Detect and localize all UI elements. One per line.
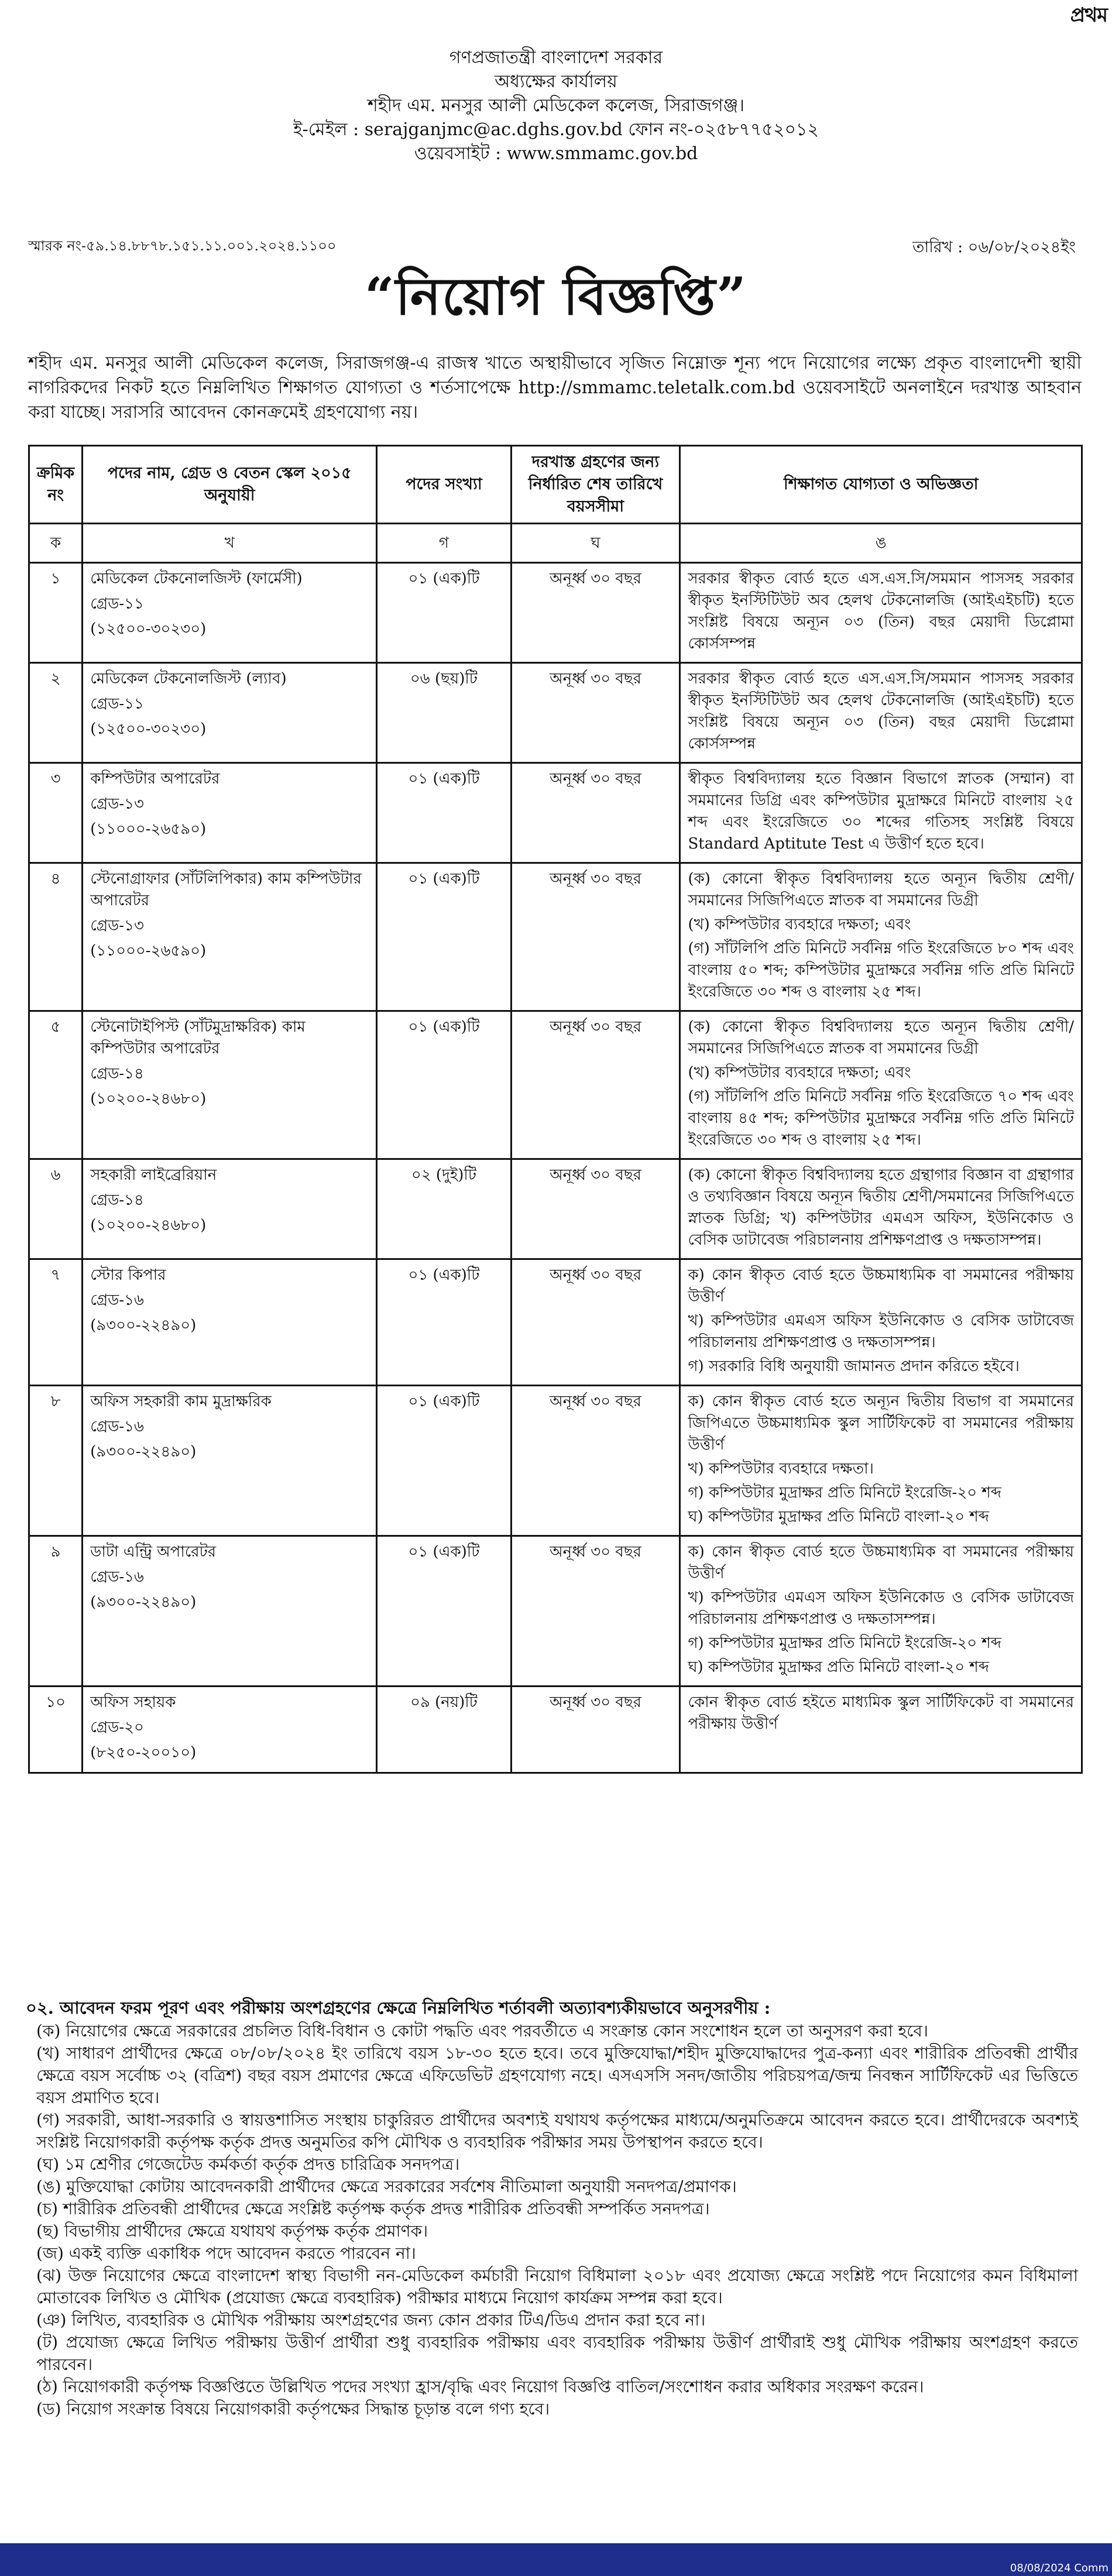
cell-qualification [680, 563, 1082, 663]
qualification-item: সরকার স্বীকৃত বোর্ড হতে এস.এস.সি/সমমান পাসসহ সরকার স্বীকৃত ইনস্টিটিউট অব হেলথ টেকনোলজি (আইএইচটি) হতে সংশ্লিষ্ট বিষয়ে অন্যূন ০৩ (তিন) বছর মেয়াদী ডিপ্লোমা কোর্সসম্পন্ন [688, 670, 1074, 753]
condition-item: (জ) একই ব্যক্তি একাধিক পদে আবেদন করতে পারবেন না। [36, 2244, 416, 2263]
cell-age-limit: অনূর্ধ্ব ৩০ বছর [511, 1159, 680, 1259]
post-pay-scale: (৮২৫০-২০০১০) [90, 1744, 197, 1761]
qualification-item: গ) সরকারি বিধি অনুযায়ী জামানত প্রদান করিতে হইবে। [688, 1358, 1020, 1375]
cell-age-limit: অনূর্ধ্ব ৩০ বছর [511, 1536, 680, 1687]
qualification-item: স্বীকৃত বিশ্ববিদ্যালয় হতে বিজ্ঞান বিভাগে স্নাতক (সম্মান) বা সমমানের ডিগ্রি এবং কম্পিউটার মুদ্রাক্ষরে মিনিটে বাংলায় ২৫ শব্দ এবং ইংরেজিতে ৩০ শব্দের গতিসহ সংশ্লিষ্ট বিষয়ে Standard Aptitute Test এ উত্তীর্ণ হতে হবে। [688, 770, 1074, 853]
cell-serial: ৩ [29, 763, 83, 863]
cell-post-count: ০১ (এক)টি [377, 1386, 511, 1536]
condition-item: (ছ) বিভাগীয় প্রার্থীদের ক্ষেত্রে যথাযথ কর্তৃপক্ষ কর্তৃক প্রমাণক। [36, 2221, 428, 2241]
header-website: ওয়েবসাইট : www.smmamc.gov.bd [414, 143, 698, 164]
table-row [29, 1011, 1082, 1159]
table-row [29, 763, 1082, 863]
header-age: দরখাস্ত গ্রহণের জন্য নির্ধারিত শেষ তারিখে বয়সসীমা [511, 446, 680, 524]
conditions-list [36, 2020, 1078, 2420]
table-row [29, 863, 1082, 1011]
condition-item: (ঘ) ১ম শ্রেণীর গেজেটেড কর্মকর্তা কর্তৃক প্রদত্ত চারিত্রিক সনদপত্র। [36, 2155, 460, 2174]
cell-age-limit: অনূর্ধ্ব ৩০ বছর [511, 563, 680, 663]
post-pay-scale: (১০২০০-২৪৬৮০) [90, 1090, 207, 1108]
column-letter: গ [377, 524, 511, 563]
cell-age-limit: অনূর্ধ্ব ৩০ বছর [511, 1011, 680, 1159]
header-serial: ক্রমিক নং [29, 446, 83, 524]
cell-post [83, 1159, 377, 1259]
cell-age-limit: অনূর্ধ্ব ৩০ বছর [511, 1386, 680, 1536]
post-grade: গ্রেড-১১ [90, 595, 144, 613]
intro-paragraph: শহীদ এম. মনসুর আলী মেডিকেল কলেজ, সিরাজগঞ্জ-এ রাজস্ব খাতে অস্থায়ীভাবে সৃজিত নিম্নোক্ত শূন্য পদে নিয়োগের লক্ষ্যে প্রকৃত বাংলাদেশী স্থায়ী নাগরিকদের নিকট হতে নিম্নলিখিত শিক্ষাগত যোগ্যতা ও শর্তসাপেক্ষে http://smmamc.teletalk.com.bd ওয়েবসাইটে অনলাইনে দরখাস্ত আহবান করা যাচ্ছে। সরাসরি আবেদন কোনক্রমেই গ্রহণযোগ্য নয়। [28, 353, 1082, 423]
page-title: “নিয়োগ বিজ্ঞপ্তি” [365, 266, 747, 327]
cell-qualification [680, 1386, 1082, 1536]
condition-item: (ঙ) মুক্তিযোদ্ধা কোটায় আবেদনকারী প্রার্থীদের ক্ষেত্রে সরকারের সর্বশেষ নীতিমালা অনুযায়ী সনদপত্র/প্রমাণক। [36, 2177, 737, 2196]
qualification-item: খ) কম্পিউটার এমএস অফিস ইউনিকোড ও বেসিক ডাটাবেজ পরিচালনায় প্রশিক্ষণপ্রাপ্ত ও দক্ষতাসম্পন্ন। [688, 1589, 1074, 1628]
cell-qualification [680, 1259, 1082, 1386]
post-pay-scale: (১২৫০০-৩০২৩০) [90, 720, 207, 738]
cell-post-count: ০১ (এক)টি [377, 1259, 511, 1386]
condition-item: (ঝ) উক্ত নিয়োগের ক্ষেত্রে বাংলাদেশ স্বাস্থ্য বিভাগী নন-মেডিকেল কর্মচারী নিয়োগ বিধিমালা ২০১৮ এবং প্রযোজ্য ক্ষেত্রে সংশ্লিষ্ট পদে নিয়োগের কমন বিধিমালা মোতাবেক লিখিত ও মৌখিক (প্রযোজ্য ক্ষেত্রে ব্যবহারিক) পরীক্ষার মাধ্যমে নিয়োগ কার্যক্রম সম্পন্ন করা হবে। [36, 2266, 1078, 2307]
vacancy-table [28, 445, 1083, 1774]
newspaper-logo: প্রথম [1070, 4, 1107, 27]
qualification-item: গ) কম্পিউটার মুদ্রাক্ষর প্রতি মিনিটে ইংরেজি-২০ শব্দ [688, 1484, 1002, 1502]
cell-post [83, 1011, 377, 1159]
table-row [29, 1159, 1082, 1259]
cell-serial: ১০ [29, 1687, 83, 1773]
conditions-heading: ০২. আবেদন ফরম পূরণ এবং পরীক্ষায় অংশগ্রহণের ক্ষেত্রে নিম্নলিখিত শর্তাবলী অত্যাবশ্যকীয়ভাবে অনুসরণীয় : [26, 1998, 771, 2018]
cell-age-limit: অনূর্ধ্ব ৩০ বছর [511, 1259, 680, 1386]
post-pay-scale: (১১০০০-২৬৫৯০) [90, 820, 207, 838]
cell-age-limit: অনূর্ধ্ব ৩০ বছর [511, 863, 680, 1011]
post-grade: গ্রেড-১৩ [90, 917, 144, 935]
post-name: অফিস সহকারী কাম মুদ্রাক্ষরিক [90, 1393, 272, 1410]
qualification-item: খ) কম্পিউটার এমএস অফিস ইউনিকোড ও বেসিক ডাটাবেজ পরিচালনায় প্রশিক্ষণপ্রাপ্ত ও দক্ষতাসম্পন্ন। [688, 1312, 1074, 1351]
column-letter: ক [29, 524, 83, 563]
qualification-item: (খ) কম্পিউটার ব্যবহারে দক্ষতা; এবং [688, 916, 911, 933]
cell-post-count: ০১ (এক)টি [377, 1011, 511, 1159]
qualification-item: ক) কোন স্বীকৃত বোর্ড হতে অন্যূন দ্বিতীয় বিভাগ বা সমমানের জিপিএতে উচ্চমাধ্যমিক স্কুল সার্টিফিকেট বা সমমানের পরীক্ষায় উত্তীর্ণ [688, 1393, 1074, 1454]
post-pay-scale: (৯৩০০-২২৪৯০) [90, 1443, 197, 1461]
qualification-item: (ক) কোনো স্বীকৃত বিশ্ববিদ্যালয় হতে অন্যূন দ্বিতীয় শ্রেণী/সমমানের সিজিপিএতে স্নাতক বা সমমানের ডিগ্রী [688, 870, 1074, 909]
cell-post-count: ০১ (এক)টি [377, 1536, 511, 1687]
cell-qualification [680, 663, 1082, 763]
cell-post [83, 1259, 377, 1386]
memo-number: স্মারক নং-৫৯.১৪.৮৮৭৮.১৫১.১১.০০১.২০২৪.১১০০ [28, 238, 337, 254]
header-qualification: শিক্ষাগত যোগ্যতা ও অভিজ্ঞতা [680, 446, 1082, 524]
condition-item: (ড) নিয়োগ সংক্রান্ত বিষয়ে নিয়োগকারী কর্তৃপক্ষের সিদ্ধান্ত চূড়ান্ত বলে গণ্য হবে। [36, 2399, 550, 2419]
cell-post [83, 1687, 377, 1773]
header-contact: ই-মেইল : serajganjmc@ac.dghs.gov.bd ফোন নং-০২৫৮৭৭৫২০১২ [293, 119, 819, 140]
qualification-item: ক) কোন স্বীকৃত বোর্ড হতে উচ্চমাধ্যমিক বা সমমানের পরীক্ষায় উত্তীর্ণ [688, 1543, 1074, 1582]
cell-serial: ৭ [29, 1259, 83, 1386]
qualification-item: (ক) কোনো স্বীকৃত বিশ্ববিদ্যালয় হতে অন্যূন দ্বিতীয় শ্রেণী/সমমানের সিজিপিএতে স্নাতক বা সমমানের ডিগ্রী [688, 1018, 1074, 1057]
notice-date: তারিখ : ০৬/০৮/২০২৪ইং [912, 238, 1076, 256]
column-letter: খ [83, 524, 377, 563]
post-pay-scale: (১২৫০০-৩০২৩০) [90, 620, 207, 638]
footer-bar [0, 2543, 1112, 2576]
cell-age-limit: অনূর্ধ্ব ৩০ বছর [511, 763, 680, 863]
condition-item: (গ) সরকারী, আধা-সরকারি ও স্বায়ত্তশাসিত সংস্থায় চাকুরিরত প্রার্থীদের অবশ্যই যথাযথ কর্তৃপক্ষের মাধ্যমে/অনুমতিক্রমে আবেদন করতে হবে। প্রার্থীদেরকে অবশ্যই সংশ্লিষ্ট নিয়োগকারী কর্তৃপক্ষ কর্তৃক প্রদত্ত অনুমতির কপি মৌখিক ও ব্যবহারিক পরীক্ষার সময় উপস্থাপন করতে হবে। [36, 2110, 1078, 2152]
post-grade: গ্রেড-১৬ [90, 1292, 144, 1309]
header-government: গণপ্রজাতন্ত্রী বাংলাদেশ সরকার [449, 47, 663, 68]
cell-post [83, 563, 377, 663]
table-row [29, 1687, 1082, 1773]
table-row [29, 1259, 1082, 1386]
post-pay-scale: (১০২০০-২৪৬৮০) [90, 1217, 207, 1234]
condition-item: (ঞ) লিখিত, ব্যবহারিক ও মৌখিক পরীক্ষায় অংশগ্রহণের জন্য কোন প্রকার টিএ/ডিএ প্রদান করা হবে না। [36, 2310, 706, 2330]
cell-serial: ৯ [29, 1536, 83, 1687]
table-row [29, 563, 1082, 663]
cell-qualification [680, 1536, 1082, 1687]
condition-item: (ক) নিয়োগের ক্ষেত্রে সরকারের প্রচলিত বিধি-বিধান ও কোটা পদ্ধতি এবং পরবর্তীতে এ সংক্রান্ত কোন সংশোধন হলে তা অনুসরণ করা হবে। [36, 2021, 929, 2041]
post-name: কম্পিউটার অপারেটর [90, 770, 220, 788]
header-college: শহীদ এম. মনসুর আলী মেডিকেল কলেজ, সিরাজগঞ্জ। [367, 95, 745, 116]
qualification-item: ঘ) কম্পিউটার মুদ্রাক্ষর প্রতি মিনিটে বাংলা-২০ শব্দ [688, 1658, 990, 1676]
table-header-row [29, 446, 1082, 524]
cell-post [83, 663, 377, 763]
condition-item: (ট) প্রযোজ্য ক্ষেত্রে লিখিত পরীক্ষায় উত্তীর্ণ প্রার্থীরা শুধু ব্যবহারিক পরীক্ষায় এবং ব্যবহারিক পরীক্ষায় উত্তীর্ণ প্রার্থীরাই শুধু মৌখিক পরীক্ষায় অংশগ্রহণ করতে পারবেন। [36, 2333, 1078, 2374]
cell-qualification [680, 1159, 1082, 1259]
cell-post [83, 1386, 377, 1536]
condition-item: (খ) সাধারণ প্রার্থীদের ক্ষেত্রে ০৮/০৮/২০২৪ ইং তারিখে বয়স ১৮-৩০ হতে হবে। তবে মুক্তিযোদ্ধা/শহীদ মুক্তিযোদ্ধাদের পুত্র-কন্যা এবং শারীরিক প্রতিবন্ধী প্রার্থীর ক্ষেত্রে বয়স সর্বোচ্চ ৩২ (বত্রিশ) বছর বয়স প্রমাণের ক্ষেত্রে এফিডেভিট গ্রহণযোগ্য নহে। এসএসসি সনদ/জাতীয় পরিচয়পত্র/জন্ম নিবন্ধন সার্টিফিকেট এর ভিত্তিতে বয়স প্রমাণিত হবে। [36, 2043, 1078, 2107]
footer-stamp: 08/08/2024 Comm [1010, 2562, 1108, 2574]
qualification-item: খ) কম্পিউটার ব্যবহারে দক্ষতা। [688, 1460, 874, 1478]
post-pay-scale: (৯৩০০-২২৪৯০) [90, 1593, 197, 1611]
header-count: পদের সংখ্যা [377, 446, 511, 524]
post-name: মেডিকেল টেকনোলজিস্ট (ল্যাব) [90, 670, 287, 688]
condition-item: (ঠ) নিয়োগকারী কর্তৃপক্ষ বিজ্ঞপ্তিতে উল্লিখিত পদের সংখ্যা হ্রাস/বৃদ্ধি এবং নিয়োগ বিজ্ঞপ্তি বাতিল/সংশোধন করার অধিকার সংরক্ষণ করেন। [36, 2377, 924, 2396]
cell-serial: ৪ [29, 863, 83, 1011]
column-letter-row [29, 524, 1082, 563]
qualification-item: (ক) কোনো স্বীকৃত বিশ্ববিদ্যালয় হতে গ্রন্থাগার বিজ্ঞান বা গ্রন্থাগার ও তথ্যবিজ্ঞান বিষয়ে অন্যূন দ্বিতীয় শ্রেণী/সমমানের সিজিপিএতে স্নাতক ডিগ্রি; খ) কম্পিউটার এমএস অফিস, ইউনিকোড ও বেসিক ডাটাবেজ পরিচালনায় প্রশিক্ষণপ্রাপ্ত ও দক্ষতাসম্পন্ন। [688, 1166, 1074, 1249]
condition-item: (চ) শারীরিক প্রতিবন্ধী প্রার্থীদের ক্ষেত্রে সংশ্লিষ্ট কর্তৃপক্ষ কর্তৃক প্রদত্ত শারীরিক প্রতিবন্ধী সম্পর্কিত সনদপত্র। [36, 2199, 710, 2218]
qualification-item: (খ) কম্পিউটার ব্যবহারে দক্ষতা; এবং [688, 1064, 911, 1081]
post-name: স্টেনোটাইপিস্ট (সাঁটমুদ্রাক্ষরিক) কাম কম্পিউটার অপারেটর [90, 1018, 306, 1057]
cell-serial: ৫ [29, 1011, 83, 1159]
table-row [29, 663, 1082, 763]
cell-age-limit: অনূর্ধ্ব ৩০ বছর [511, 663, 680, 763]
cell-post-count: ০২ (দুই)টি [377, 1159, 511, 1259]
post-grade: গ্রেড-১৩ [90, 795, 144, 813]
column-letter: ঘ [511, 524, 680, 563]
post-name: স্টোর কিপার [90, 1266, 166, 1284]
conditions-section [26, 1997, 1078, 2420]
post-grade: গ্রেড-১১ [90, 695, 144, 713]
cell-post-count: ০১ (এক)টি [377, 563, 511, 663]
post-pay-scale: (৯৩০০-২২৪৯০) [90, 1317, 197, 1334]
qualification-item: (গ) সাঁটলিপি প্রতি মিনিটে সর্বনিম্ন গতি ইংরেজিতে ৭০ শব্দ এবং বাংলায় ৪৫ শব্দ; কম্পিউটার মুদ্রাক্ষরে সর্বনিম্ন গতি প্রতি মিনিটে ইংরেজিতে ৩০ শব্দ ও বাংলায় ২৫ শব্দ। [688, 1088, 1074, 1149]
post-grade: গ্রেড-১৪ [90, 1065, 144, 1083]
office-header [0, 46, 1112, 166]
cell-post-count: ০৯ (নয়)টি [377, 1687, 511, 1773]
post-grade: গ্রেড-২০ [90, 1719, 144, 1736]
cell-post [83, 863, 377, 1011]
qualification-item: ঘ) কম্পিউটার মুদ্রাক্ষর প্রতি মিনিটে বাংলা-২০ শব্দ [688, 1508, 990, 1526]
cell-post-count: ০১ (এক)টি [377, 763, 511, 863]
qualification-item: গ) কম্পিউটার মুদ্রাক্ষর প্রতি মিনিটে ইংরেজি-২০ শব্দ [688, 1634, 1002, 1652]
cell-qualification [680, 763, 1082, 863]
post-name: সহকারী লাইব্রেরিয়ান [90, 1166, 217, 1184]
cell-qualification [680, 863, 1082, 1011]
post-name: স্টেনোগ্রাফার (সাঁটলিপিকার) কাম কম্পিউটার অপারেটর [90, 870, 362, 909]
post-name: অফিস সহায়ক [90, 1694, 176, 1711]
qualification-item: কোন স্বীকৃত বোর্ড হইতে মাধ্যমিক স্কুল সার্টিফিকেট বা সমমানের পরীক্ষায় উত্তীর্ণ [688, 1694, 1074, 1733]
table-row [29, 1536, 1082, 1687]
qualification-item: ক) কোন স্বীকৃত বোর্ড হতে উচ্চমাধ্যমিক বা সমমানের পরীক্ষায় উত্তীর্ণ [688, 1266, 1074, 1306]
post-name: মেডিকেল টেকনোলজিস্ট (ফার্মেসী) [90, 570, 303, 588]
cell-post [83, 1536, 377, 1687]
cell-qualification [680, 1011, 1082, 1159]
cell-serial: ১ [29, 563, 83, 663]
post-grade: গ্রেড-১৬ [90, 1568, 144, 1586]
qualification-item: (গ) সাঁটলিপি প্রতি মিনিটে সর্বনিম্ন গতি ইংরেজিতে ৮০ শব্দ এবং বাংলায় ৫০ শব্দ; কম্পিউটার মুদ্রাক্ষরে সর্বনিম্ন গতি প্রতি মিনিটে ইংরেজিতে ৩০ শব্দ ও বাংলায় ২৫ শব্দ। [688, 940, 1074, 1001]
cell-serial: ৬ [29, 1159, 83, 1259]
cell-post-count: ০১ (এক)টি [377, 863, 511, 1011]
post-grade: গ্রেড-১৬ [90, 1418, 144, 1435]
cell-age-limit: অনূর্ধ্ব ৩০ বছর [511, 1687, 680, 1773]
header-office: অধ্যক্ষের কার্যালয় [495, 71, 617, 92]
qualification-item: সরকার স্বীকৃত বোর্ড হতে এস.এস.সি/সমমান পাসসহ সরকার স্বীকৃত ইনস্টিটিউট অব হেলথ টেকনোলজি (আইএইচটি) হতে সংশ্লিষ্ট বিষয়ে অন্যূন ০৩ (তিন) বছর মেয়াদী ডিপ্লোমা কোর্সসম্পন্ন [688, 570, 1074, 652]
post-name: ডাটা এন্ট্রি অপারেটর [90, 1543, 217, 1561]
cell-serial: ৮ [29, 1386, 83, 1536]
cell-serial: ২ [29, 663, 83, 763]
header-post: পদের নাম, গ্রেড ও বেতন স্কেল ২০১৫ অনুযায়ী [83, 446, 377, 524]
cell-post-count: ০৬ (ছয়)টি [377, 663, 511, 763]
cell-post [83, 763, 377, 863]
column-letter: ঙ [680, 524, 1082, 563]
post-grade: গ্রেড-১৪ [90, 1191, 144, 1209]
post-pay-scale: (১১০০০-২৬৫৯০) [90, 942, 207, 960]
cell-qualification [680, 1687, 1082, 1773]
table-row [29, 1386, 1082, 1536]
